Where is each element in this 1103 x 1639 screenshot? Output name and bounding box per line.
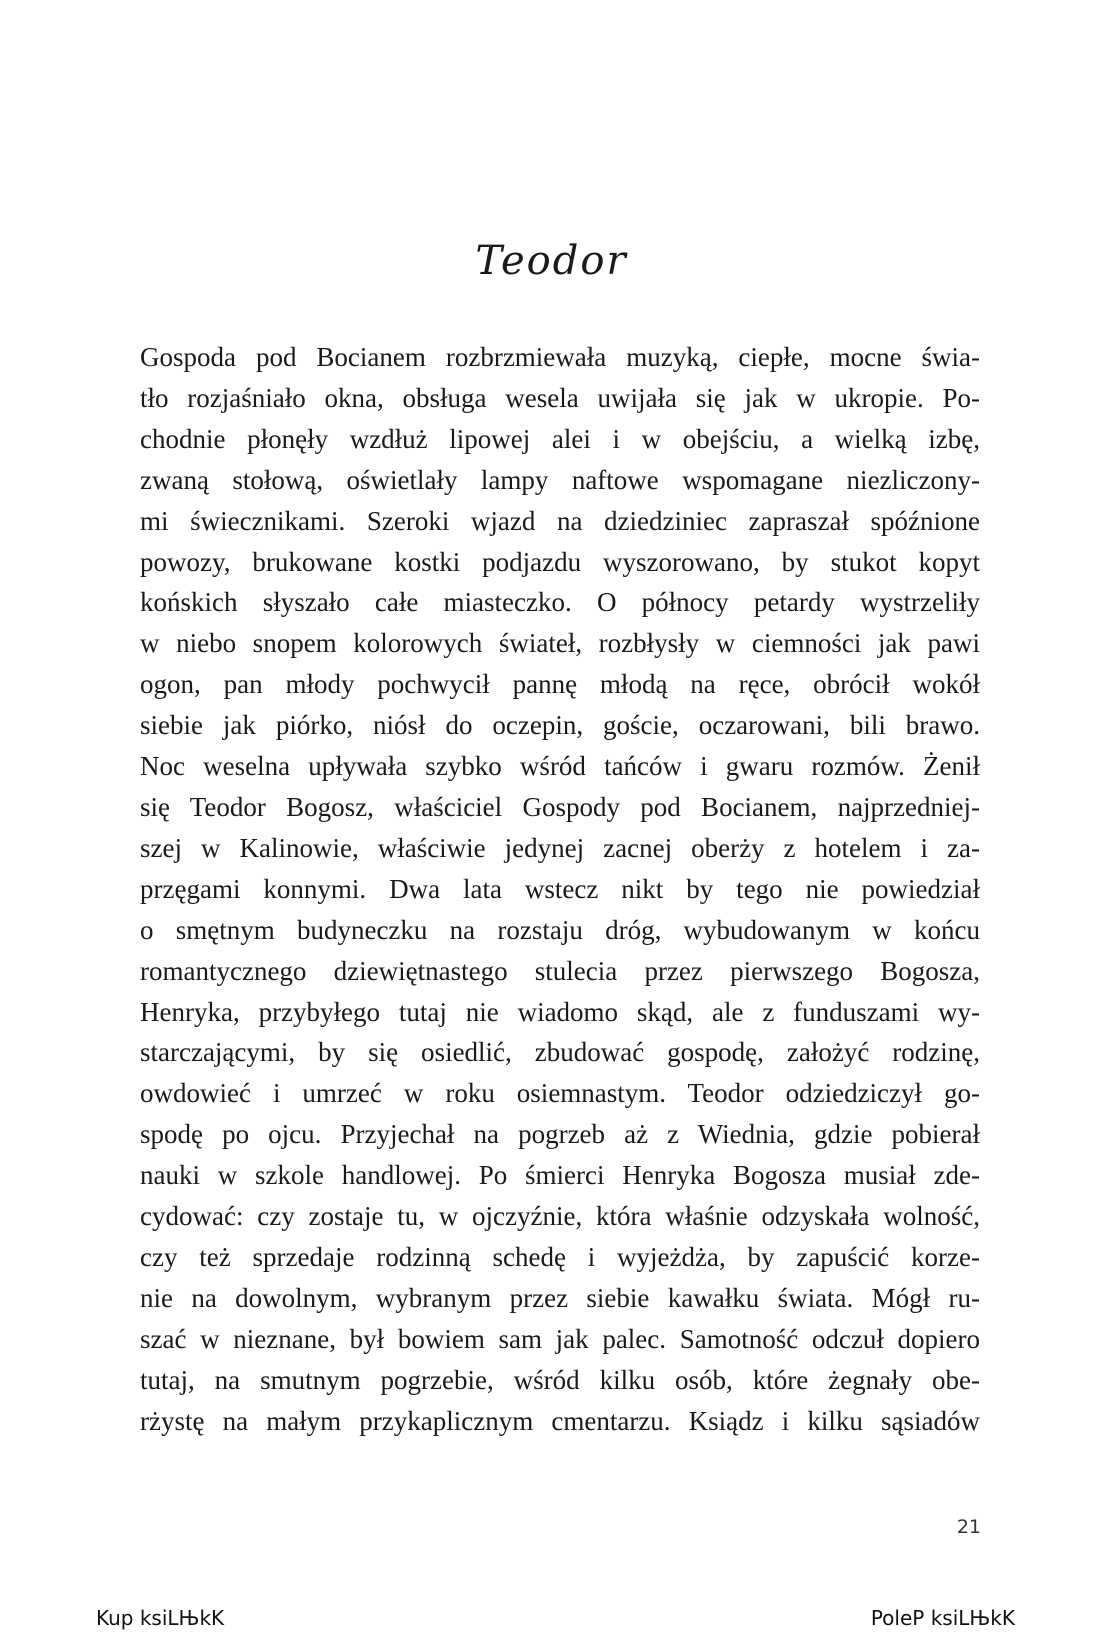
chapter-title: Teodor [475, 238, 628, 284]
text-line: rżystę na małym przykaplicznym cmentarzu. Ksiądz i kilku sąsiadów [140, 1405, 980, 1436]
text-line: tutaj, na smutnym pogrzebie, wśród kilku osób, które żegnały obe- [140, 1364, 980, 1395]
text-line: Noc weselna upływała szybko wśród tańców i gwaru rozmów. Żenił [140, 751, 980, 782]
text-line: się Teodor Bogosz, właściciel Gospody pod Bocianem, najprzedniej- [140, 791, 980, 822]
text-line: powozy, brukowane kostki podjazdu wyszorowano, by stukot kopyt [140, 546, 980, 577]
text-line: końskich słyszało całe miasteczko. O północy petardy wystrzeliły [140, 587, 980, 618]
text-line: ogon, pan młody pochwycił pannę młodą na ręce, obrócił wokół [140, 669, 980, 700]
text-line: mi świecznikami. Szeroki wjazd na dziedziniec zapraszał spóźnione [140, 505, 980, 536]
text-line: chodnie płonęły wzdłuż lipowej alei i w obejściu, a wielką izbę, [140, 423, 980, 454]
text-line: spodę po ojcu. Przyjechał na pogrzeb aż z Wiednia, gdzie pobierał [140, 1119, 980, 1150]
page-number: 21 [956, 1516, 981, 1538]
text-line: owdowieć i umrzeć w roku osiemnastym. Teodor odziedziczył go- [140, 1078, 980, 1109]
text-line: nauki w szkole handlowej. Po śmierci Henryka Bogosza musiał zde- [140, 1160, 980, 1191]
text-line: siebie jak piórko, niósł do oczepin, goście, oczarowani, bili brawo. [140, 710, 980, 741]
buy-book-link[interactable]: Kup ksiLЊkK [96, 1606, 225, 1630]
text-line: nie na dowolnym, wybranym przez siebie kawałku świata. Mógł ru- [140, 1282, 980, 1313]
text-line: przęgami konnymi. Dwa lata wstecz nikt by tego nie powiedział [140, 873, 980, 904]
text-line: w niebo snopem kolorowych świateł, rozbłysły w ciemności jak pawi [140, 628, 980, 659]
text-line: czy też sprzedaje rodzinną schedę i wyjeżdża, by zapuścić korze- [140, 1241, 980, 1272]
text-line: szej w Kalinowie, właściwie jedynej zacnej oberży z hotelem i za- [140, 832, 980, 863]
text-line: cydować: czy zostaje tu, w ojczyźnie, która właśnie odzyskała wolność, [140, 1201, 980, 1232]
text-line: szać w nieznane, był bowiem sam jak palec. Samotność odczuł dopiero [140, 1323, 980, 1354]
text-line: o smętnym budyneczku na rozstaju dróg, wybudowanym w końcu [140, 914, 980, 945]
text-line: starczającymi, by się osiedlić, zbudować gospodę, założyć rodzinę, [140, 1037, 980, 1068]
body-paragraph [140, 337, 980, 1441]
text-line: Gospoda pod Bocianem rozbrzmiewała muzyką, ciepłe, mocne świa- [140, 342, 980, 372]
text-line: tło rozjaśniało okna, obsługa wesela uwijała się jak w ukropie. Po- [140, 382, 980, 413]
recommend-book-link[interactable]: PoleP ksiLЊkK [870, 1606, 1015, 1630]
text-line: Henryka, przybyłego tutaj nie wiadomo skąd, ale z funduszami wy- [140, 996, 980, 1027]
text-line: romantycznego dziewiętnastego stulecia przez pierwszego Bogosza, [140, 955, 980, 986]
text-line: zwaną stołową, oświetlały lampy naftowe wspomagane niezliczony- [140, 464, 980, 495]
